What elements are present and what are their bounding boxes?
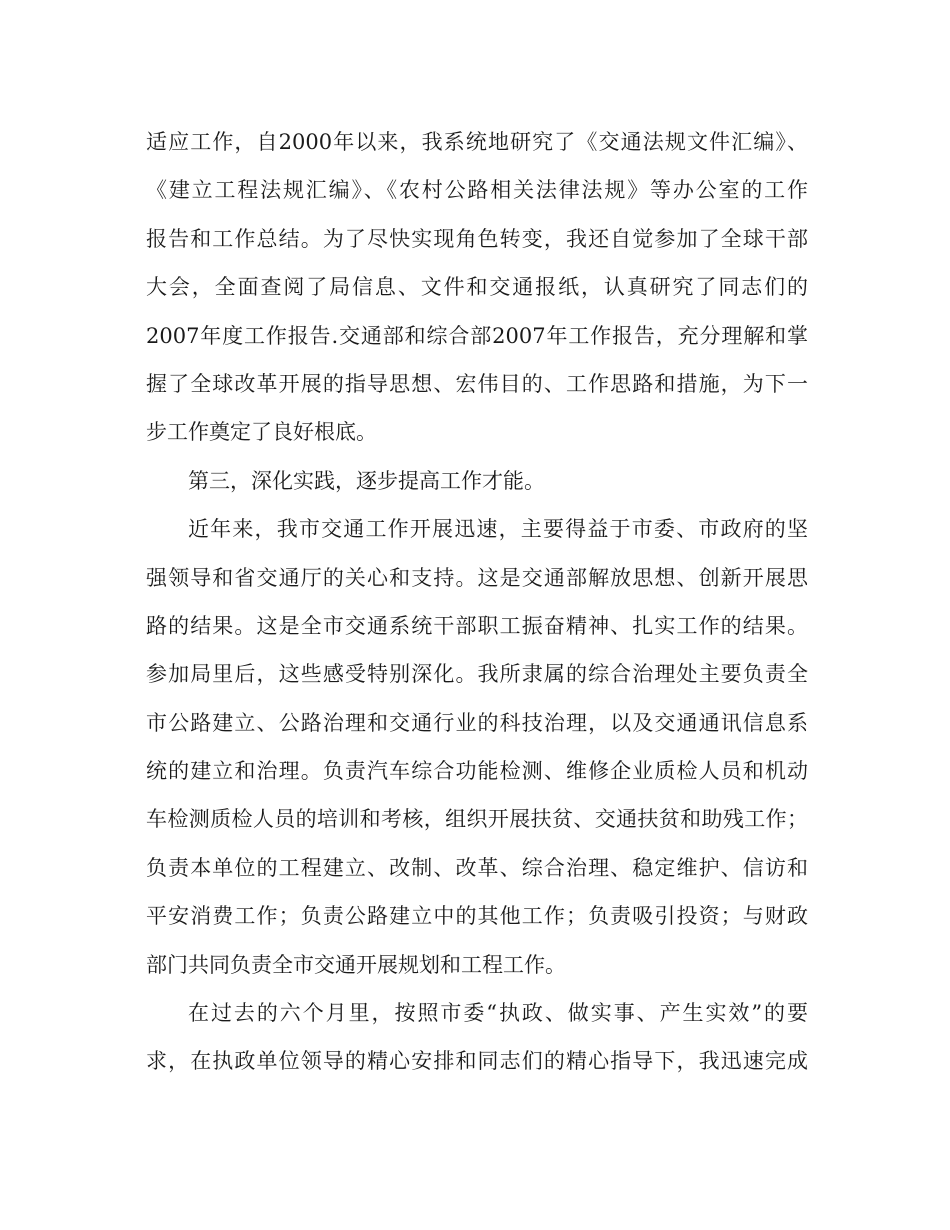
text-line: 负责本单位的工程建立、改制、改革、综合治理、稳定维护、信访和 [146, 855, 808, 880]
text-line: 在过去的六个月里，按照市委“执政、做实事、产生实效”的要 [188, 1001, 808, 1026]
text-line: 市公路建立、公路治理和交通行业的科技治理，以及交通通讯信息系 [146, 710, 808, 735]
text-line: 握了全球改革开展的指导思想、宏伟目的、工作思路和措施，为下一 [146, 371, 808, 396]
text-line: 第三，深化实践，逐步提高工作才能。 [188, 468, 545, 493]
text-line: 步工作奠定了良好根底。 [146, 420, 377, 445]
text-line: 车检测质检人员的培训和考核，组织开展扶贫、交通扶贫和助残工作； [146, 807, 808, 832]
text-line: 求，在执政单位领导的精心安排和同志们的精心指导下，我迅速完成 [146, 1049, 808, 1074]
body-text [146, 118, 808, 1086]
text-line: 2007年度工作报告.交通部和综合部2007年工作报告，充分理解和掌 [146, 323, 808, 348]
text-line: 部门共同负责全市交通开展规划和工程工作。 [146, 952, 566, 977]
text-line: 路的结果。这是全市交通系统干部职工振奋精神、扎实工作的结果。 [146, 613, 808, 638]
text-line: 近年来，我市交通工作开展迅速，主要得益于市委、市政府的坚 [188, 517, 808, 542]
text-line: 适应工作，自2000年以来，我系统地研究了《交通法规文件汇编》、 [146, 130, 808, 154]
text-line: 统的建立和治理。负责汽车综合功能检测、维修企业质检人员和机动 [146, 759, 808, 784]
text-line: 参加局里后，这些感受特别深化。我所隶属的综合治理处主要负责全 [146, 662, 808, 687]
text-line: 报告和工作总结。为了尽快实现角色转变，我还自觉参加了全球干部 [146, 226, 808, 251]
text-line: 大会，全面查阅了局信息、文件和交通报纸，认真研究了同志们的 [146, 275, 808, 300]
text-line: 强领导和省交通厅的关心和支持。这是交通部解放思想、创新开展思 [146, 565, 808, 590]
text-line: 平安消费工作；负责公路建立中的其他工作；负责吸引投资；与财政 [146, 904, 808, 929]
text-line: 《建立工程法规汇编》、《农村公路相关法律法规》等办公室的工作 [146, 178, 808, 203]
